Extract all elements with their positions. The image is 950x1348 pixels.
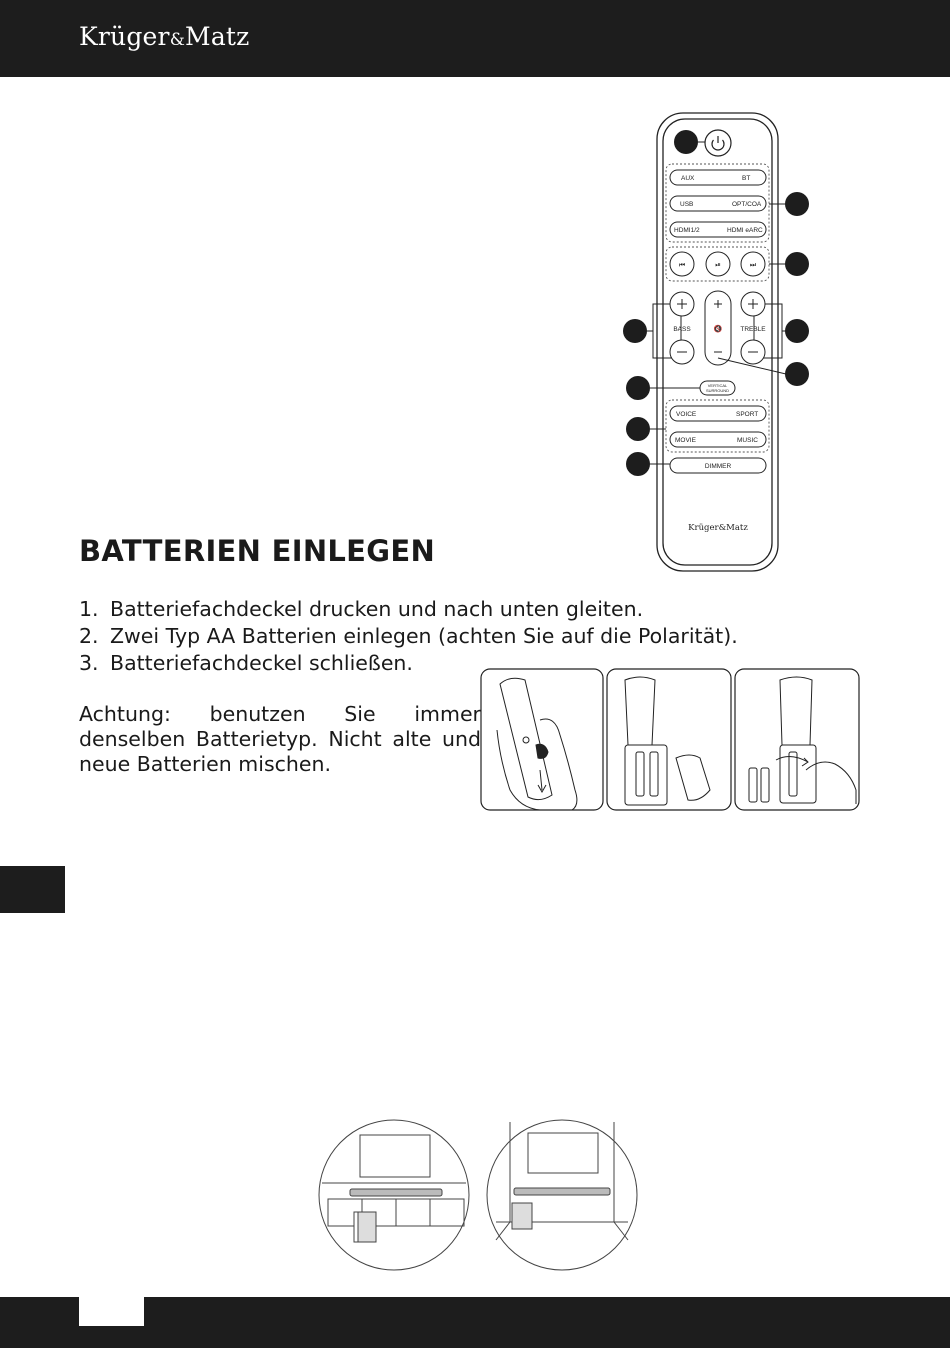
wall-mount-scene-1	[322, 1135, 466, 1242]
callout-dot	[785, 192, 809, 216]
previous-icon: ⏮	[678, 261, 686, 269]
callout-dot	[785, 362, 809, 386]
battery-steps-illustration	[478, 666, 862, 814]
sport-button: SPORT	[736, 411, 759, 418]
bt-button: BT	[742, 175, 751, 182]
step3-image	[749, 677, 856, 804]
callout-dot	[626, 376, 650, 400]
remote-brand: Krüger&Matz	[688, 523, 748, 533]
mute-icon: 🔇	[713, 325, 723, 333]
next-icon: ⏭	[749, 261, 757, 269]
voice-button: VOICE	[676, 411, 697, 418]
callout-dot	[626, 417, 650, 441]
hdmi12-button: HDMI1/2	[674, 227, 700, 234]
callout-dot	[785, 252, 809, 276]
callout-dot	[674, 130, 698, 154]
warning-note: Achtung: benutzen Sie immer denselben Batterietyp. Nicht alte und neue Batterien mischen.	[79, 702, 481, 776]
surround-label: SURROUND	[705, 388, 730, 393]
usb-button: USB	[680, 201, 694, 208]
aux-button: AUX	[681, 175, 695, 182]
music-button: MUSIC	[737, 437, 758, 444]
page-number-box	[79, 1297, 144, 1326]
callout-dot	[623, 319, 647, 343]
brand-logo: Krüger&Matz	[79, 22, 250, 51]
remote-control-illustration	[615, 108, 825, 576]
step-item: 2. Zwei Typ AA Batterien einlegen (achten Sie auf die Polarität).	[79, 624, 738, 648]
vertical-label: VERTICAL	[707, 383, 728, 388]
wall-mount-scene-2	[496, 1122, 628, 1240]
step-item: 1. Batteriefachdeckel drucken und nach unten gleiten.	[79, 597, 644, 621]
side-tab	[0, 866, 65, 913]
section-heading: BATTERIEN EINLEGEN	[79, 534, 436, 568]
optcoa-button: OPT/COA	[732, 201, 762, 208]
callout-dot	[785, 319, 809, 343]
movie-button: MOVIE	[675, 437, 696, 444]
callout-dot	[626, 452, 650, 476]
bass-label: BASS	[673, 326, 691, 333]
step-item: 3. Batteriefachdeckel schließen.	[79, 651, 413, 675]
header-bar	[0, 0, 950, 77]
dimmer-button: DIMMER	[704, 463, 732, 470]
play-pause-icon: ⏯	[715, 261, 721, 269]
step2-image	[625, 677, 710, 805]
placement-illustration	[316, 1117, 640, 1275]
step1-image	[497, 678, 577, 810]
treble-label: TREBLE	[740, 326, 766, 333]
steps-list	[79, 596, 738, 677]
hdmiearc-button: HDMI eARC	[727, 227, 763, 234]
